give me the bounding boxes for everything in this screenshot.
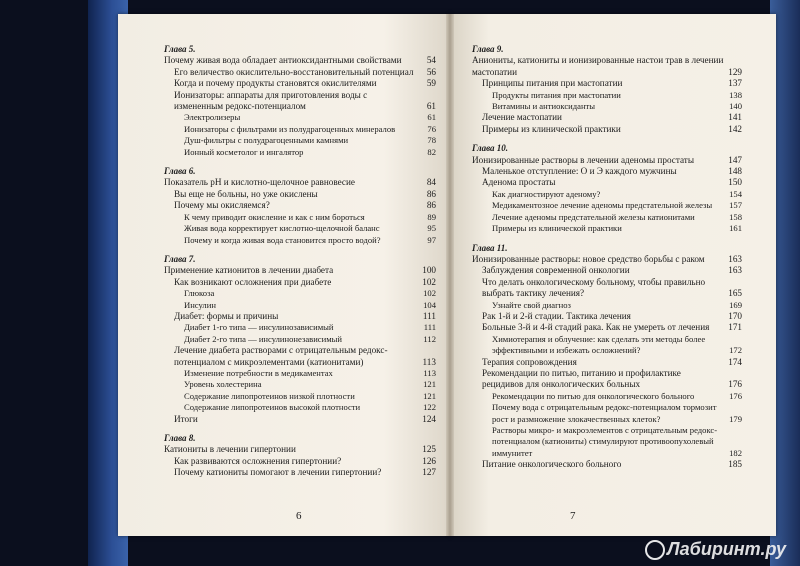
toc-entry-title: Как диагностируют аденому? <box>492 188 601 199</box>
toc-entry-title: Примеры из клинической практики <box>482 123 621 134</box>
toc-entry-page: 158 <box>729 211 742 222</box>
chapter-title: Глава 5. <box>164 44 196 54</box>
toc-entry-title: Когда и почему продукты становятся окислителями <box>174 78 377 89</box>
toc-entry-title: К чему приводит окисление и как с ним бороться <box>184 211 365 222</box>
toc-entry <box>482 112 742 123</box>
toc-entry-title: Почему и когда живая вода становится просто водой? <box>184 234 381 245</box>
left-page <box>118 14 450 536</box>
chapter-title: Глава 9. <box>472 44 504 54</box>
toc-entry-page: 86 <box>426 188 436 199</box>
toc-entry-page: 163 <box>728 253 742 264</box>
toc-entry-title: Уровень холестерина <box>184 379 262 390</box>
toc-entry <box>184 334 436 345</box>
toc-entry-title: Продукты питания при мастопатии <box>492 89 621 100</box>
toc-entry-title: Рекомендации по питью для онкологического больного <box>492 390 695 401</box>
toc-entry <box>174 467 436 478</box>
toc-entry-page: 179 <box>729 413 742 424</box>
toc-entry-title: Лечение аденомы предстательной железы катионитами <box>492 211 695 222</box>
toc-entry <box>482 265 742 276</box>
toc-entry <box>184 300 436 311</box>
toc-entry <box>482 124 742 135</box>
toc-entry-page: 86 <box>426 200 436 211</box>
toc-entry-page: 125 <box>422 444 436 455</box>
toc-entry-page: 124 <box>422 413 436 424</box>
toc-entry-title: Вы еще не больны, но уже окислены <box>174 188 318 199</box>
toc-entry <box>482 459 742 470</box>
toc-entry <box>184 212 436 223</box>
toc-entry-page: 185 <box>728 459 742 470</box>
chapter-block <box>472 243 742 471</box>
toc-entry <box>174 67 436 78</box>
toc-entry-title: Лечение диабета растворами с отрицательным редокс-потенциалом с микроэлементами (катионитами) <box>174 345 388 367</box>
toc-entry <box>184 322 436 333</box>
toc-entry-title: Рак 1-й и 2-й стадии. Тактика лечения <box>482 310 631 321</box>
toc-entry-page: 61 <box>426 101 436 112</box>
chapter-title: Глава 11. <box>472 242 508 253</box>
toc-entry <box>482 78 742 89</box>
toc-entry <box>184 135 436 146</box>
toc-entry <box>184 368 436 379</box>
toc-entry <box>174 200 436 211</box>
toc-entry-page: 61 <box>427 112 436 123</box>
toc-entry-title: Итоги <box>174 413 198 424</box>
chapter-block <box>472 143 742 234</box>
toc-entry-page: 170 <box>728 310 742 321</box>
toc-entry-title: Ионизированные растворы в лечении аденомы простаты <box>472 154 694 165</box>
right-page <box>450 14 776 536</box>
toc-entry-page: 137 <box>728 78 742 89</box>
toc-entry-title: Ионизаторы с фильтрами из полудрагоценных минералов <box>184 123 396 134</box>
toc-entry <box>174 311 436 322</box>
toc-entry <box>184 223 436 234</box>
toc-entry-page: 113 <box>422 356 436 367</box>
toc-entry <box>184 124 436 135</box>
toc-entry-title: Диабет 2-го типа — инсулинонезависимый <box>184 333 343 344</box>
chapter-block <box>164 166 436 246</box>
toc-entry <box>492 300 742 311</box>
toc-entry-title: Больные 3-й и 4-й стадий рака. Как не умереть от лечения <box>482 322 710 333</box>
toc-entry-page: 113 <box>423 367 436 378</box>
toc-entry-page: 78 <box>427 135 436 146</box>
toc-entry-page: 147 <box>728 154 742 165</box>
toc-entry-title: Витамины и антиоксиданты <box>492 101 596 112</box>
toc-entry-title: Растворы микро- и макроэлементов с отрицательным редокс-потенциалом (катиониты) стимулируют противоопухолевый иммунитет <box>492 425 718 458</box>
toc-entry-page: 163 <box>728 265 742 276</box>
toc-entry-title: Как возникают осложнения при диабете <box>174 276 332 287</box>
toc-entry <box>184 402 436 413</box>
toc-entry <box>482 177 742 188</box>
toc-entry-page: 112 <box>423 333 436 344</box>
toc-entry <box>482 166 742 177</box>
toc-entry-title: Рекомендации по питью, питанию и профилактике рецидивов для онкологических больных <box>482 367 681 390</box>
toc-entry-page: 111 <box>422 310 436 321</box>
toc-entry-page: 111 <box>423 322 436 333</box>
toc-entry-page: 142 <box>728 123 742 134</box>
toc-entry <box>184 391 436 402</box>
toc-entry-title: Его величество окислительно-восстановительный потенциал <box>174 66 414 77</box>
toc-entry-title: Применение катионитов в лечении диабета <box>164 265 334 276</box>
chapter-title: Глава 8. <box>164 433 196 443</box>
toc-entry-page: 148 <box>728 166 742 177</box>
toc-entry-page: 100 <box>422 265 436 276</box>
toc-entry-page: 165 <box>728 288 742 299</box>
toc-entry-page: 141 <box>728 112 742 123</box>
toc-entry-page: 154 <box>729 188 742 199</box>
toc-entry-title: Диабет: формы и причины <box>174 310 279 321</box>
toc-entry <box>164 265 436 276</box>
toc-right <box>472 44 742 479</box>
toc-entry-page: 95 <box>427 223 436 234</box>
toc-entry-page: 140 <box>729 101 742 112</box>
toc-entry <box>492 90 742 101</box>
toc-entry-title: Что делать онкологическому больному, чтобы правильно выбрать тактику лечения? <box>482 276 706 299</box>
toc-entry-page: 121 <box>423 390 436 401</box>
toc-entry <box>184 379 436 390</box>
toc-entry <box>184 288 436 299</box>
toc-entry-title: Почему катиониты помогают в лечении гипертонии? <box>174 467 382 478</box>
toc-entry <box>482 311 742 322</box>
toc-entry-page: 150 <box>728 177 742 188</box>
toc-entry <box>184 147 436 158</box>
toc-entry <box>174 277 436 288</box>
toc-entry-page: 176 <box>728 379 742 390</box>
toc-entry <box>174 345 436 368</box>
toc-entry <box>184 235 436 246</box>
toc-entry <box>492 200 742 211</box>
toc-entry-title: Аденома простаты <box>482 177 556 188</box>
toc-entry-page: 171 <box>728 322 742 333</box>
page-number-right: 7 <box>570 510 576 522</box>
book-spine <box>446 14 454 536</box>
toc-entry-title: Электролизеры <box>184 112 241 123</box>
toc-entry <box>482 357 742 368</box>
toc-entry-title: Почему вода с отрицательным редокс-потенциалом тормозит рост и размножение злокачественных клеток? <box>492 402 717 424</box>
toc-entry-title: Аниониты, катиониты и ионизированные настои трав в лечении мастопатии <box>472 55 724 77</box>
chapter-title: Глава 10. <box>472 143 509 154</box>
toc-entry <box>482 322 742 333</box>
toc-entry-page: 126 <box>422 455 436 466</box>
toc-entry-page: 172 <box>729 345 742 356</box>
toc-entry-title: Почему живая вода обладает антиоксидантными свойствами <box>164 55 402 66</box>
toc-entry <box>492 212 742 223</box>
toc-entry <box>472 55 742 78</box>
toc-entry-title: Изменение потребности в медикаментах <box>184 367 333 378</box>
chapter-block <box>472 44 742 135</box>
toc-entry <box>492 402 742 425</box>
toc-entry <box>174 189 436 200</box>
toc-entry-page: 169 <box>729 299 742 310</box>
toc-entry-title: Примеры из клинической практики <box>492 223 622 234</box>
toc-entry <box>492 223 742 234</box>
toc-entry-page: 56 <box>426 66 436 77</box>
toc-entry-title: Душ-фильтры с полудрагоценными камнями <box>184 135 349 146</box>
toc-entry-title: Химиотерапия и облучение: как сделать эти методы более эффективными и избежать осложнений? <box>492 333 706 356</box>
toc-entry-title: Ионизированные растворы: новое средство борьбы с раком <box>472 253 705 264</box>
toc-entry <box>164 55 436 66</box>
toc-entry-page: 89 <box>427 211 436 222</box>
chapter-title: Глава 7. <box>164 253 196 264</box>
chapter-title: Глава 6. <box>164 166 196 177</box>
toc-entry-page: 182 <box>729 447 742 458</box>
toc-entry-page: 129 <box>728 66 742 77</box>
toc-left <box>164 44 436 487</box>
toc-entry-title: Принципы питания при мастопатии <box>482 78 623 89</box>
toc-entry <box>492 101 742 112</box>
toc-entry-title: Глюкоза <box>184 288 215 299</box>
toc-entry <box>174 414 436 425</box>
toc-entry-page: 157 <box>729 200 742 211</box>
toc-entry-title: Почему мы окисляемся? <box>174 200 270 211</box>
toc-entry <box>482 277 742 300</box>
toc-entry-title: Лечение мастопатии <box>482 112 562 123</box>
toc-entry-page: 82 <box>427 146 436 157</box>
toc-entry-title: Живая вода корректирует кислотно-щелочной баланс <box>184 223 380 234</box>
toc-entry-page: 102 <box>422 276 436 287</box>
toc-entry <box>164 177 436 188</box>
toc-entry-page: 127 <box>422 467 436 478</box>
watermark-logo <box>645 539 786 560</box>
toc-entry-page: 59 <box>426 78 436 89</box>
toc-entry <box>492 334 742 357</box>
toc-entry <box>492 425 742 459</box>
toc-entry-page: 138 <box>729 89 742 100</box>
toc-entry-title: Содержание липопротеинов высокой плотности <box>184 402 361 413</box>
toc-entry <box>164 444 436 455</box>
toc-entry <box>472 155 742 166</box>
toc-entry-page: 104 <box>423 299 436 310</box>
toc-entry-page: 121 <box>423 379 436 390</box>
page-number-left: 6 <box>296 510 302 522</box>
toc-entry-title: Как развиваются осложнения гипертонии? <box>174 455 342 466</box>
watermark-text: Лабиринт.ру <box>667 538 786 559</box>
toc-entry-title: Ионный косметолог и ингалятор <box>184 146 304 157</box>
toc-entry-title: Медикаментозное лечение аденомы предстательной железы <box>492 200 713 211</box>
toc-entry-title: Инсулин <box>184 299 216 310</box>
labirint-logo-icon <box>645 540 665 560</box>
toc-entry <box>174 78 436 89</box>
toc-entry <box>492 189 742 200</box>
chapter-block <box>164 44 436 158</box>
toc-entry-title: Питание онкологического больного <box>482 459 622 470</box>
toc-entry-page: 76 <box>427 123 436 134</box>
toc-entry-title: Ионизаторы: аппараты для приготовления воды с измененным редокс-потенциалом <box>174 89 368 112</box>
toc-entry-title: Терапия сопровождения <box>482 356 577 367</box>
toc-entry-page: 122 <box>423 402 436 413</box>
toc-entry <box>492 391 742 402</box>
toc-entry <box>184 112 436 123</box>
toc-entry-title: Показатель pH и кислотно-щелочное равновесие <box>164 177 355 188</box>
toc-entry-title: Маленькое отступление: О и Э каждого мужчины <box>482 166 677 177</box>
toc-entry-page: 102 <box>423 288 436 299</box>
toc-entry-page: 176 <box>729 390 742 401</box>
chapter-block <box>164 254 436 425</box>
toc-entry-title: Заблуждения современной онкологии <box>482 265 630 276</box>
toc-entry <box>174 456 436 467</box>
toc-entry-page: 97 <box>427 234 436 245</box>
toc-entry-page: 161 <box>729 223 742 234</box>
toc-entry <box>472 254 742 265</box>
toc-entry-title: Катиониты в лечении гипертонии <box>164 444 296 455</box>
chapter-block <box>164 433 436 479</box>
toc-entry-title: Диабет 1-го типа — инсулинозависимый <box>184 322 334 333</box>
toc-entry-title: Узнайте свой диагноз <box>492 299 571 310</box>
toc-entry-page: 54 <box>426 55 436 66</box>
toc-entry <box>174 90 436 113</box>
toc-entry-page: 84 <box>426 177 436 188</box>
toc-entry-page: 174 <box>728 356 742 367</box>
toc-entry <box>482 368 742 391</box>
toc-entry-title: Содержание липопротеинов низкой плотности <box>184 390 355 401</box>
